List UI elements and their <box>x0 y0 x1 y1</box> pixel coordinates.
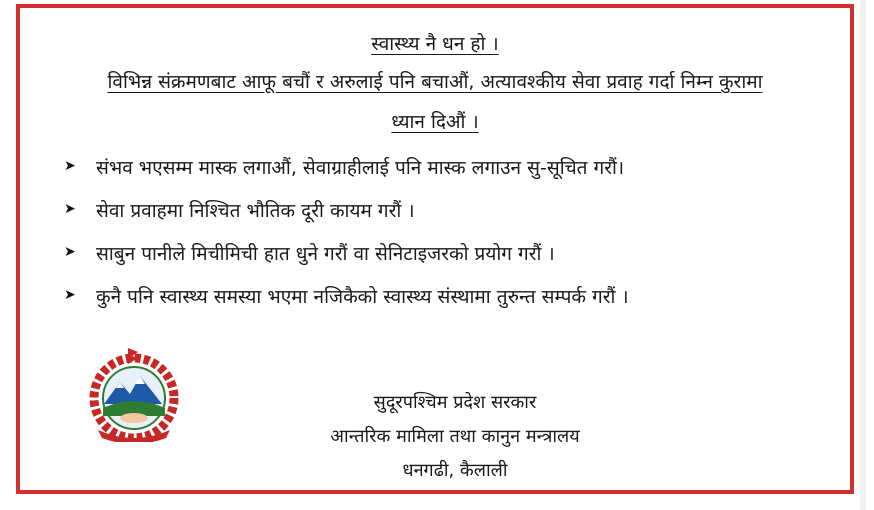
list-item <box>64 197 629 240</box>
arrow-right-icon: ➤ <box>64 201 76 217</box>
footer-location: धनगढी, कैलाली <box>402 460 508 481</box>
window-edge <box>860 0 866 510</box>
bullet-list <box>64 154 629 326</box>
footer-ministry: आन्तरिक मामिला तथा कानुन मन्त्रालय <box>330 426 580 447</box>
notice-subtitle-line1: विभिन्न संक्रमणबाट आफू बचौं र अरुलाई पनि बचाऔं, अत्यावश्कीय सेवा प्रवाह गर्दा निम्न कुरामा <box>107 71 763 93</box>
notice-subtitle-line2: ध्यान दिऔं । <box>391 111 479 133</box>
footer-government: सुदूरपश्चिम प्रदेश सरकार <box>373 392 537 413</box>
bullet-text: सेवा प्रवाहमा निश्चित भौतिक दूरी कायम गरौं । <box>96 200 415 222</box>
list-item <box>64 154 629 197</box>
arrow-right-icon: ➤ <box>64 158 76 174</box>
bullet-text: कुनै पनि स्वास्थ्य समस्या भएमा नजिकैको स्वास्थ्य संस्थामा तुरुन्त सम्पर्क गरौं । <box>96 286 629 308</box>
bullet-text: साबुन पानीले मिचीमिची हात धुने गरौं वा सेनिटाइजरको प्रयोग गरौं । <box>96 243 555 265</box>
arrow-right-icon: ➤ <box>64 244 76 260</box>
notice-title: स्वास्थ्य नै धन हो । <box>371 33 499 55</box>
list-item <box>64 283 629 326</box>
nepal-government-emblem-icon <box>78 346 190 442</box>
notice-frame <box>16 4 854 494</box>
arrow-right-icon: ➤ <box>64 287 76 303</box>
list-item <box>64 240 629 283</box>
bullet-text: संभव भएसम्म मास्क लगाऔं, सेवाग्राहीलाई पनि मास्क लगाउन सु-सूचित गरौं। <box>96 157 625 179</box>
